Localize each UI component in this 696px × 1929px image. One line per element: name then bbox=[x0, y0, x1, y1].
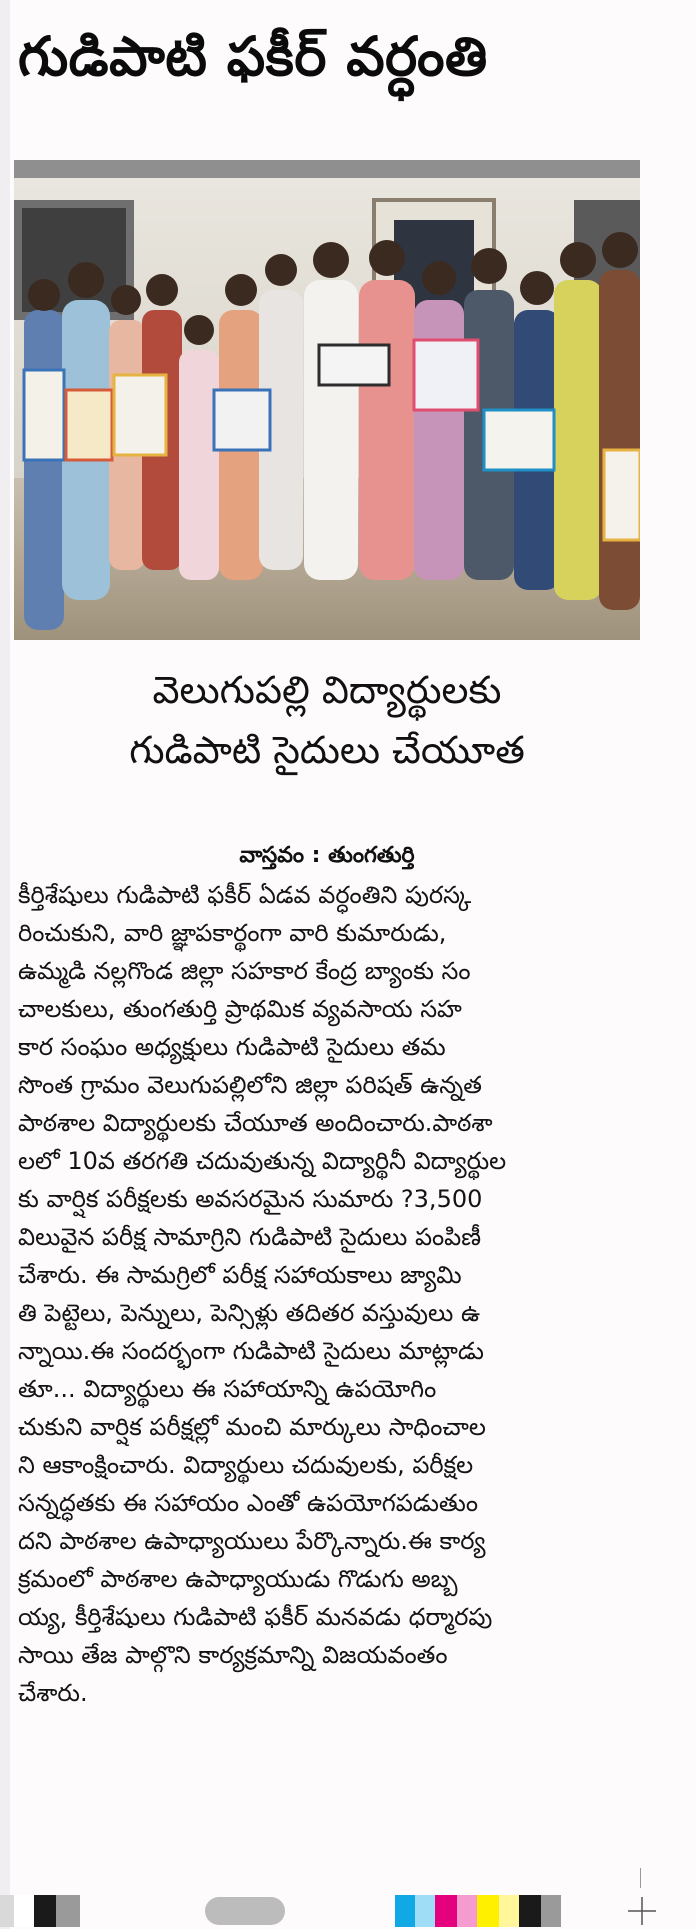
article-photo bbox=[14, 160, 640, 640]
body-line: చేశారు. bbox=[18, 1679, 88, 1707]
print-color-bar bbox=[0, 1893, 696, 1929]
body-line: ఉమ్మడి నల్లగొండ జిల్లా సహకార కేంద్ర బ్యాంకు సం bbox=[18, 957, 471, 985]
group-photo bbox=[14, 160, 640, 640]
body-line: తూ... విద్యార్థులు ఈ సహాయాన్ని ఉపయోగిం bbox=[18, 1375, 437, 1403]
color-swatch bbox=[56, 1895, 80, 1927]
registration-crosshair-icon bbox=[628, 1897, 656, 1925]
body-line: కీర్తిశేషులు గుడిపాటి ఫకీర్ ఏడవ వర్ధంతిని పురస్క bbox=[18, 881, 472, 909]
article-body bbox=[18, 876, 648, 1712]
subheadline-line: గుడిపాటి సైదులు చేయూత bbox=[129, 728, 525, 772]
body-line: చాలకులు, తుంగతుర్తి ప్రాథమిక వ్యవసాయ సహ bbox=[18, 995, 462, 1023]
color-swatch bbox=[499, 1895, 519, 1927]
page-margin-strip bbox=[0, 0, 10, 1929]
body-line: కార సంఘం అధ్యక్షులు గుడిపాటి సైదులు తమ bbox=[18, 1033, 446, 1061]
body-line: న్నాయి.ఈ సందర్భంగా గుడిపాటి సైదులు మాట్లాడు bbox=[18, 1337, 484, 1365]
body-line: య్య, కీర్తిశేషులు గుడిపాటి ఫకీర్ మనవడు ధర్మారపు bbox=[18, 1603, 493, 1631]
crop-mark bbox=[640, 1868, 641, 1888]
body-line: విలువైన పరీక్ష సామాగ్రిని గుడిపాటి సైదులు పంపిణీ bbox=[18, 1223, 482, 1251]
body-line: దని పాఠశాల ఉపాధ్యాయులు పేర్కొన్నారు.ఈ కార్య bbox=[18, 1527, 486, 1555]
color-swatch bbox=[457, 1895, 477, 1927]
body-line: ని ఆకాంక్షించారు. విద్యార్థులు చదువులకు, పరీక్షల bbox=[18, 1451, 474, 1479]
color-swatch bbox=[541, 1895, 561, 1927]
body-line: పాఠశాల విద్యార్థులకు చేయూత అందించారు.పాఠశా bbox=[18, 1109, 493, 1137]
body-line: క్రమంలో పాఠశాల ఉపాధ్యాయుడు గొడుగు అబ్బ bbox=[18, 1565, 458, 1593]
body-line: చేశారు. ఈ సామగ్రిలో పరీక్ష సహాయకాలు జ్యామి bbox=[18, 1261, 462, 1289]
body-line: కు వార్షిక పరీక్షలకు అవసరమైన సుమారు ?3,500 bbox=[18, 1185, 483, 1213]
body-line: రించుకుని, వారి జ్ఞాపకార్థంగా వారి కుమారుడు, bbox=[18, 919, 447, 947]
registration-pill bbox=[205, 1897, 285, 1925]
body-line: సాయి తేజ పాల్గొని కార్యక్రమాన్ని విజయవంతం bbox=[18, 1641, 448, 1669]
color-swatch bbox=[519, 1895, 541, 1927]
color-swatch bbox=[477, 1895, 499, 1927]
body-line: చుకుని వార్షిక పరీక్షల్లో మంచి మార్కులు సాధించాల bbox=[18, 1413, 486, 1441]
color-swatch bbox=[14, 1895, 34, 1927]
color-swatch bbox=[435, 1895, 457, 1927]
body-line: తి పెట్టెలు, పెన్నులు, పెన్సిళ్లు తదితర వస్తువులు ఉ bbox=[18, 1299, 481, 1327]
color-swatch bbox=[0, 1895, 14, 1927]
byline: వాస్తవం : తుంగతుర్తి bbox=[239, 843, 415, 868]
body-line: సన్నద్ధతకు ఈ సహాయం ఎంతో ఉపయోగపడుతుం bbox=[18, 1489, 479, 1517]
color-swatch bbox=[395, 1895, 415, 1927]
body-line: సొంత గ్రామం వెలుగుపల్లిలోని జిల్లా పరిషత్ ఉన్నత bbox=[18, 1071, 482, 1099]
color-swatch bbox=[415, 1895, 435, 1927]
headline: గుడిపాటి ఫకీర్ వర్ధంతి bbox=[18, 25, 488, 88]
subheadline-line: వెలుగుపల్లి విద్యార్థులకు bbox=[152, 668, 502, 712]
subheadline bbox=[14, 660, 640, 780]
body-line: లలో 10వ తరగతి చదువుతున్న విద్యార్థినీ విద్యార్థుల bbox=[18, 1147, 507, 1175]
color-swatch bbox=[34, 1895, 56, 1927]
